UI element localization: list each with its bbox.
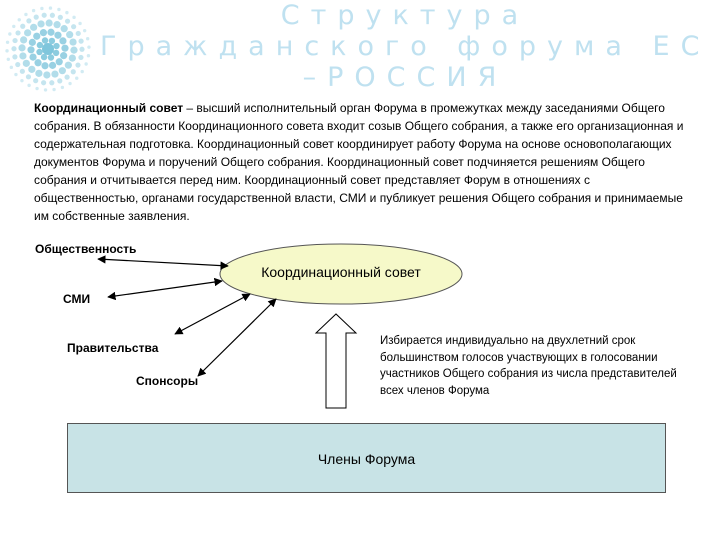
- members-box: [67, 423, 666, 493]
- stakeholder-public: Общественность: [35, 242, 137, 256]
- description-term: Координационный совет: [34, 101, 184, 115]
- title-line-3: –РОССИЯ: [302, 62, 508, 93]
- members-label: Члены Форума: [317, 451, 416, 467]
- arrow-governments: [175, 294, 250, 334]
- arrow-sponsors: [198, 299, 276, 376]
- arrow-public: [98, 259, 228, 266]
- stakeholder-sponsors: Спонсоры: [136, 374, 199, 388]
- title-line-1: Структура: [280, 0, 530, 31]
- election-arrow: [316, 314, 356, 408]
- council-label: Координационный совет: [261, 264, 421, 280]
- election-note: Избирается индивидуально на двухлетний срок большинством голосов участвующих в голосовании участников Общего собрания из числа представителей всех членов Форума: [380, 335, 677, 397]
- description-text: – высший исполнительный орган Форума в промежутках между заседаниями Общего собрания. В обязанности Координационного совета входит созыв Общего собрания, а также его организационная и содержательная подготовка. Координационный совет координирует работу Форума на основе основополагающих документов Форума и поручений Общего собрания. Координационный совет подчиняется решениям Общего собрания и отчитывается перед ним. Координационный совет представляет Форум в отношениях с общественностью, органами государственной власти, СМИ и публикует решения Общего собрания и принимаемые им собственные заявления.: [34, 101, 684, 223]
- arrow-media: [108, 281, 222, 297]
- title-line-2: Гражданского форума ЕС: [100, 31, 711, 62]
- stakeholder-governments: Правительства: [67, 341, 159, 355]
- stakeholder-media: СМИ: [63, 292, 91, 306]
